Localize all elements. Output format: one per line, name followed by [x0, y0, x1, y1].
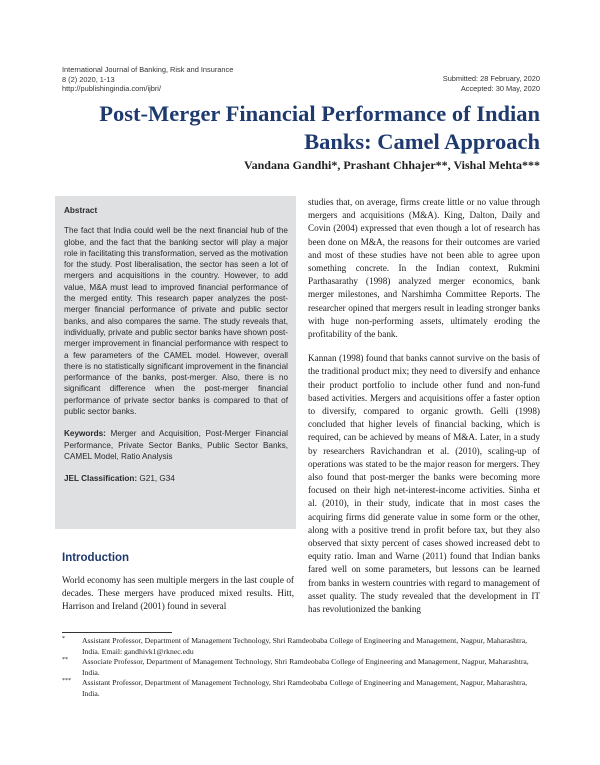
footnote-text: Assistant Professor, Department of Management Technology, Shri Ramdeobaba College of Engineering and Management, Nagpur, Maharashtra, India. Email: gandhivk1@rknec.edu	[82, 636, 528, 656]
journal-name: International Journal of Banking, Risk and Insurance	[62, 65, 234, 74]
keywords	[64, 428, 288, 462]
footnotes	[62, 636, 542, 700]
submission-dates	[443, 74, 540, 93]
submitted-date: Submitted: 28 February, 2020	[442, 74, 540, 83]
abstract-box	[55, 196, 296, 529]
journal-header	[62, 65, 233, 94]
journal-issue: 8 (2) 2020, 1-13	[62, 74, 115, 84]
title-line-2: Banks: Camel Approach	[304, 129, 540, 154]
footnote-item	[62, 636, 542, 657]
jel-codes: G21, G34	[139, 474, 175, 484]
introduction-paragraph-2: studies that, on average, firms create little or no value through mergers and acquisitions (M&A). King, Dalton, Daily and Covin (2004) expressed that even though a lot of research has been done on M&A, the reasons for their outcomes are varied and most of these studies have not been able to agree upon something concrete. In the Indian context, Rukmini Parthasarathy (1998) analyzed merger economics, bank merger milestones, and Narshimha Committee Reports. The researcher opined that mergers result in leading stronger banks with huge non-performing assets, ultimately eroding the profitability of the bank.	[308, 197, 540, 340]
footnote-mark: *	[62, 636, 65, 642]
footnote-divider	[62, 632, 172, 633]
footnote-item	[62, 678, 542, 699]
abstract-body: The fact that India could well be the next financial hub of the globe, and the fact that the banking sector will play a major role in facilitating this transformation, served as the motivation for the study. Post liberalisation, the sector has seen a lot of mergers and acquisitions in the country. However, to add value, M&A must lead to improved financial performance of the merged entity. This research paper analyzes the post-merger financial performance of private and public sector banks, and also compares the same. The study reveals that, individually, private and public sector banks have shown post-merger improvement in financial performance with respect to a few parameters of the CAMEL model. However, overall there is no statistically significant improvement in the financial performance of the banks, post-merger. Also, there is no significant difference when the post-merger financial performance of private sector banks is compared to that of public sector banks.	[64, 226, 288, 417]
introduction-paragraph-1: World economy has seen multiple mergers in the last couple of decades. These mergers have produced mixed results. Hitt, Harrison and Ireland (2001) found in several	[62, 575, 294, 612]
jel-label: JEL Classification:	[64, 474, 138, 484]
jel-classification	[64, 473, 288, 484]
keywords-label: Keywords:	[64, 429, 106, 439]
paper-title	[62, 100, 540, 156]
title-line-1: Post-Merger Financial Performance of Indian	[99, 101, 540, 126]
right-column	[308, 196, 540, 627]
footnote-mark: ***	[62, 678, 71, 685]
journal-url[interactable]: http://publishingindia.com/ijbri/	[62, 84, 162, 94]
introduction-paragraph-3: Kannan (1998) found that banks cannot survive on the basis of the traditional product mix; they need to diversify and enhance their product portfolio to include other fund and non-fund based activities. Mergers and acquisitions offer a faster option to diversify, compared to organic growth. Gelli (1998) concluded that higher levels of financial backing, which is required, can be achieved by means of M&A. Later, in a study by researchers Ravichandran et al. (2010), scaling-up of operations was stated to be the major reason for mergers. They also found that post-merger the banks were becoming more focused on their high net-interest-income activities. Sinha et al. (2010), in their study, indicate that in most cases the acquiring firms did generate value in some form or the other, along with a positive trend in profit before tax, but they also observed that sixty percent of cases showed increased debt to equity ratio. Iman and Warne (2011) found that Indian banks fared well on some parameters, but lessons can be learned from banks in western countries with regard to management of asset quality. The study revealed that the development in IT has revolutionized the banking	[308, 353, 540, 615]
footnote-mark: **	[62, 657, 68, 664]
abstract-heading: Abstract	[64, 206, 98, 215]
introduction-heading: Introduction	[62, 552, 130, 564]
author-list: Vandana Gandhi*, Prashant Chhajer**, Vishal Mehta***	[244, 158, 540, 172]
accepted-date: Accepted: 30 May, 2020	[460, 83, 540, 93]
footnote-text: Associate Professor, Department of Management Technology, Shri Ramdeobaba College of Engineering and Management, Nagpur, Maharashtra, India.	[82, 657, 529, 677]
footnote-text: Assistant Professor, Department of Management Technology, Shri Ramdeobaba College of Engineering and Management, Nagpur, Maharashtra, India.	[82, 678, 528, 698]
keywords-text: Merger and Acquisition, Post-Merger Financial Performance, Private Sector Banks, Public Sector Banks, CAMEL Model, Ratio Analysis	[64, 429, 289, 461]
footnote-item	[62, 657, 542, 678]
